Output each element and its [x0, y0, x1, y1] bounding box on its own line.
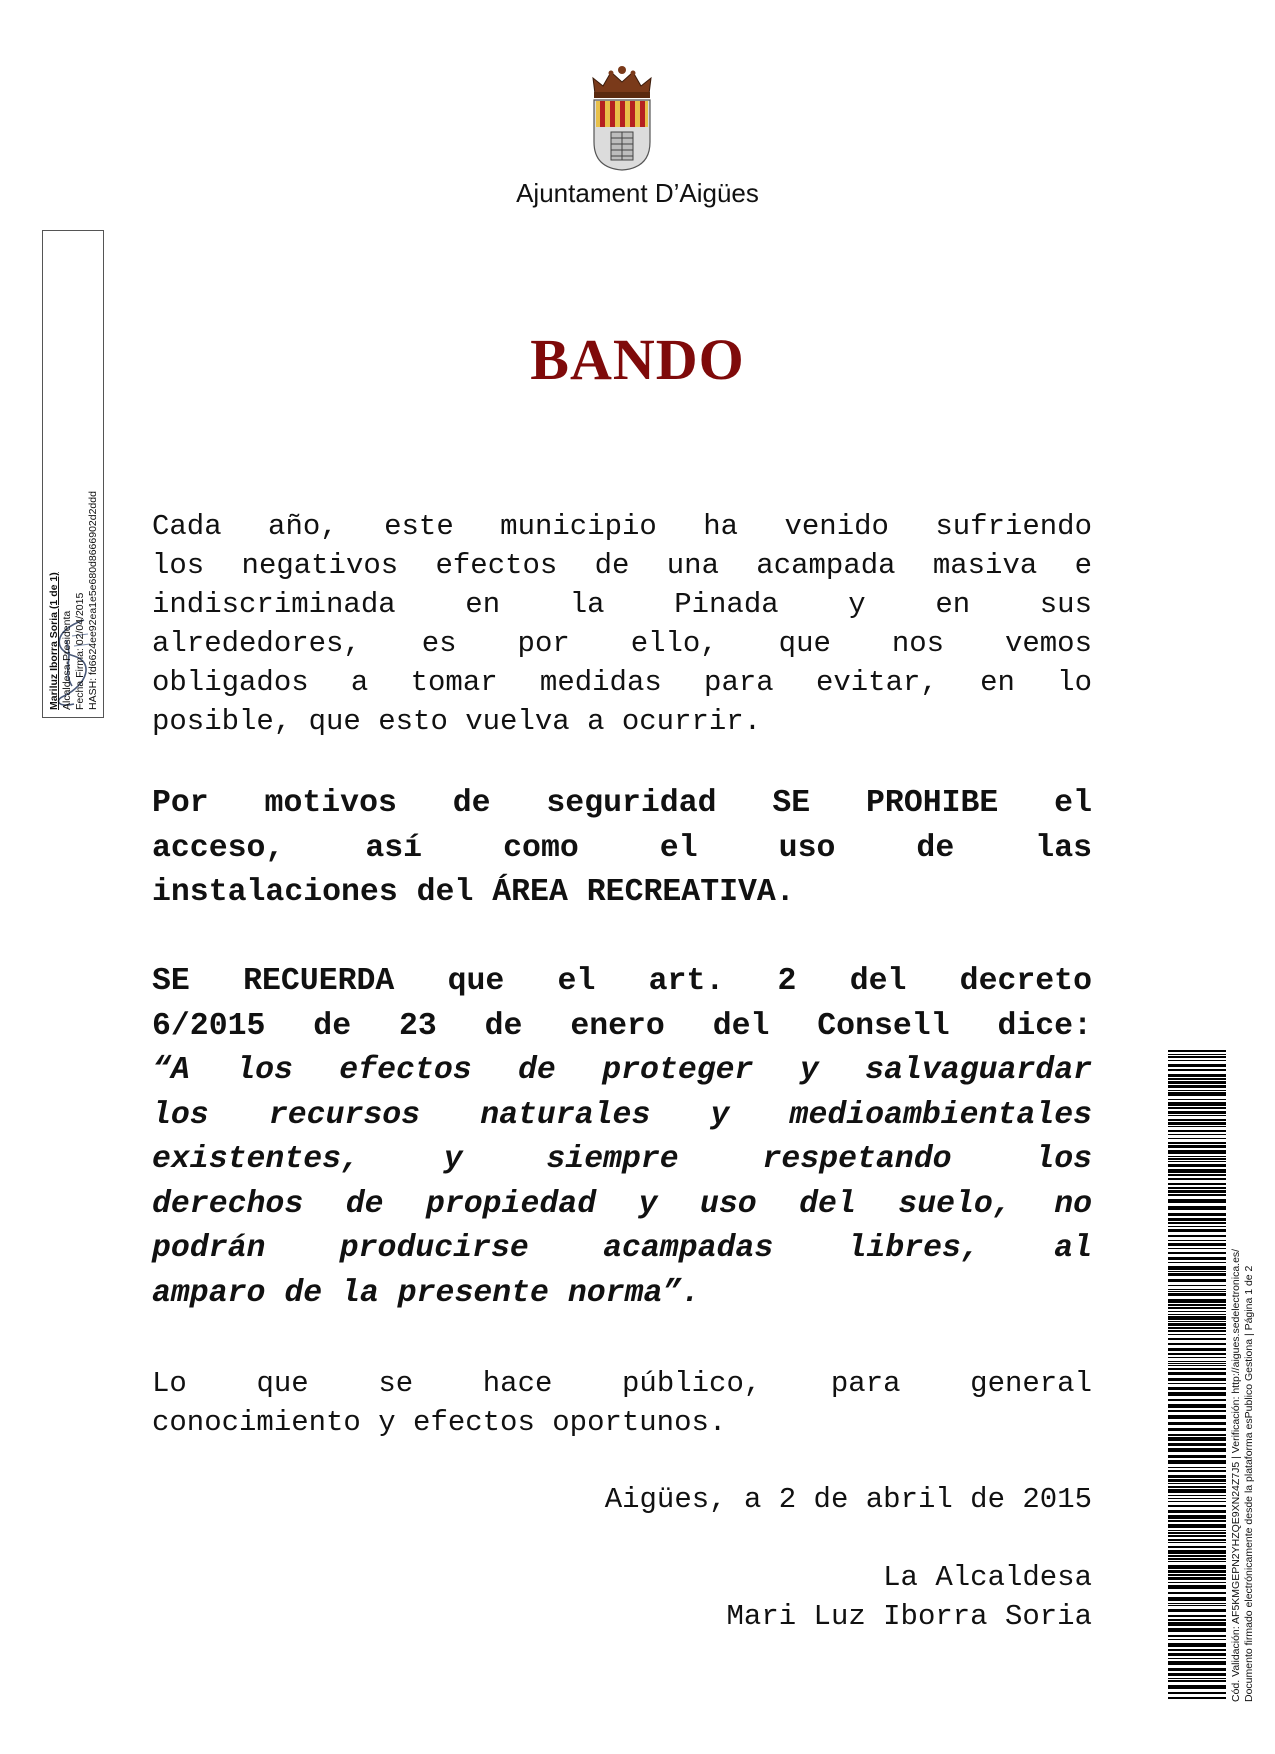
text-line: 6/2015 de 23 de enero del Consell dice: — [152, 1008, 1092, 1044]
barcode-bar — [1168, 1495, 1226, 1496]
barcode-bar — [1168, 1348, 1226, 1351]
barcode-bar — [1168, 1597, 1226, 1601]
barcode-bar — [1168, 1330, 1226, 1332]
barcode-bar — [1168, 1643, 1226, 1647]
barcode-bar — [1168, 1685, 1226, 1689]
barcode-bar — [1168, 1266, 1226, 1270]
barcode-bar — [1168, 1387, 1226, 1390]
quote-line: “A los efectos de proteger y salvaguardar — [152, 1053, 1092, 1088]
barcode-bar — [1168, 1090, 1226, 1091]
barcode-bar — [1168, 1479, 1226, 1482]
barcode-bar — [1168, 1558, 1226, 1560]
barcode-bar — [1168, 1304, 1226, 1306]
barcode-bar — [1168, 1145, 1226, 1148]
text-line: los negativos efectos de una acampada masiva e — [152, 549, 1092, 582]
verification-line: Documento firmado electrónicamente desde la plataforma esPublico Gestiona | Página 1 de 2 — [1243, 1265, 1255, 1702]
barcode-bar — [1168, 1530, 1226, 1531]
barcode-bar — [1168, 1164, 1226, 1167]
barcode-bar — [1168, 1365, 1226, 1366]
text-line: Lo que se hace público, para general — [152, 1367, 1092, 1400]
barcode-bar — [1168, 1138, 1226, 1139]
barcode-bar — [1168, 1368, 1226, 1370]
text-line: SE RECUERDA que el art. 2 del decreto — [152, 964, 1092, 999]
barcode-bar — [1168, 1539, 1226, 1541]
barcode-bar — [1168, 1415, 1226, 1419]
barcode-bar — [1168, 1550, 1226, 1554]
barcode-bar — [1168, 1555, 1226, 1557]
barcode-bar — [1168, 1585, 1226, 1589]
barcode-bar — [1168, 1443, 1226, 1446]
barcode-bar — [1168, 1334, 1226, 1335]
barcode-bar — [1168, 1546, 1226, 1548]
text-line: Por motivos de seguridad SE PROHIBE el — [152, 786, 1092, 821]
barcode-bar — [1168, 1520, 1226, 1522]
barcode-bar — [1168, 1635, 1226, 1637]
barcode-bar — [1168, 1622, 1226, 1626]
barcode-bar — [1168, 1235, 1226, 1237]
barcode-bar — [1168, 1119, 1226, 1121]
barcode-bar — [1168, 1455, 1226, 1458]
barcode-bar — [1168, 1150, 1226, 1154]
barcode-bar — [1168, 1323, 1226, 1326]
barcode-bar — [1168, 1542, 1226, 1543]
barcode-bar — [1168, 1262, 1226, 1263]
signature-stamp-text — [48, 491, 100, 710]
barcode-bar — [1168, 1271, 1226, 1272]
barcode-bar — [1168, 1226, 1226, 1227]
barcode-bar — [1168, 1289, 1226, 1290]
barcode-bar — [1168, 1183, 1226, 1185]
signatory-role: La Alcaldesa — [883, 1561, 1092, 1594]
barcode-bar — [1168, 1085, 1226, 1088]
barcode-bar — [1168, 1592, 1226, 1594]
barcode-bar — [1168, 1505, 1226, 1507]
stamp-role: Alcaldesa-Presidenta — [61, 610, 73, 710]
barcode-bar — [1168, 1122, 1226, 1125]
barcode-bar — [1168, 1307, 1226, 1309]
barcode-bar — [1168, 1603, 1226, 1604]
barcode-bar — [1168, 1609, 1226, 1612]
barcode-bar — [1168, 1577, 1226, 1580]
barcode-bar — [1168, 1678, 1226, 1679]
barcode-bar — [1168, 1467, 1226, 1468]
barcode-bar — [1168, 1532, 1226, 1534]
barcode-bar — [1168, 1658, 1226, 1659]
barcode-bar — [1168, 1378, 1226, 1381]
barcode-bar — [1168, 1524, 1226, 1528]
text-line: conocimiento y efectos oportunos. — [152, 1406, 727, 1439]
barcode-bar — [1168, 1279, 1226, 1282]
barcode-bar — [1168, 1222, 1226, 1224]
barcode-bar — [1168, 1311, 1226, 1312]
stamp-signer: Mariluz Iborra Soria (1 de 1) — [48, 572, 60, 710]
barcode-bar — [1168, 1126, 1226, 1127]
barcode-bar — [1168, 1448, 1226, 1452]
barcode-bar — [1168, 1489, 1226, 1493]
barcode-bar — [1168, 1649, 1226, 1651]
barcode-bar — [1168, 1673, 1226, 1676]
text-line: instalaciones del ÁREA RECREATIVA. — [152, 875, 795, 910]
barcode-bar — [1168, 1316, 1226, 1320]
barcode-bar — [1168, 1501, 1226, 1502]
barcode-bar — [1168, 1134, 1226, 1135]
barcode-bar — [1168, 1194, 1226, 1196]
quote-line: podrán producirse acampadas libres, al — [152, 1231, 1092, 1266]
barcode-bar — [1168, 1668, 1226, 1671]
barcode-bar — [1168, 1392, 1226, 1396]
barcode-bar — [1168, 1363, 1226, 1364]
barcode-bar — [1168, 1074, 1226, 1077]
barcode-bar — [1168, 1102, 1226, 1106]
barcode-bar — [1168, 1069, 1226, 1071]
barcode-bar — [1168, 1291, 1226, 1292]
barcode-bar — [1168, 1535, 1226, 1537]
barcode-bar — [1168, 1428, 1226, 1431]
organization-name: Ajuntament D’Aigües — [516, 178, 759, 208]
barcode-bar — [1168, 1156, 1226, 1157]
barcode-bar — [1168, 1107, 1226, 1109]
barcode-bar — [1168, 1064, 1226, 1067]
verification-line: Cód. Validación: AF5KMGEPN2YHZQE9XN24Z7J5 | Verificación: http://aigues.sedelectronica.es/ — [1230, 1248, 1242, 1702]
barcode-bar — [1168, 1343, 1226, 1345]
signatory-name: Mari Luz Iborra Soria — [726, 1600, 1092, 1633]
page-title: BANDO — [530, 327, 745, 392]
barcode-bar — [1168, 1475, 1226, 1478]
barcode-bar — [1168, 1353, 1226, 1355]
barcode-bar — [1168, 1434, 1226, 1436]
verification-text — [1230, 1249, 1256, 1702]
quote-line: los recursos naturales y medioambientales — [152, 1097, 1092, 1133]
barcode-bar — [1168, 1130, 1226, 1132]
barcode-bar — [1168, 1565, 1226, 1569]
barcode-bar — [1168, 1240, 1226, 1241]
barcode-bar — [1168, 1187, 1226, 1189]
barcode-bar — [1168, 1111, 1226, 1114]
barcode-bar — [1168, 1404, 1226, 1408]
barcode-bar — [1168, 1078, 1226, 1080]
barcode-bar — [1168, 1574, 1226, 1576]
barcode-bar — [1168, 1218, 1226, 1221]
barcode-bar — [1168, 1582, 1226, 1583]
barcode-bar — [1168, 1178, 1226, 1180]
barcode-bar — [1168, 1605, 1226, 1606]
barcode-bar — [1168, 1252, 1226, 1254]
barcode-bar — [1168, 1483, 1226, 1484]
barcode-bar — [1168, 1081, 1226, 1084]
barcode-bar — [1168, 1570, 1226, 1573]
barcode-bar — [1168, 1460, 1226, 1464]
text-line: Cada año, este municipio ha venido sufriendo — [152, 510, 1092, 543]
barcode-bar — [1168, 1158, 1226, 1160]
barcode-bar — [1168, 1628, 1226, 1632]
text-line: indiscriminada en la Pinada y en sus — [152, 588, 1092, 621]
quote-line: existentes, y siempre respetando los — [152, 1142, 1092, 1177]
barcode-bar — [1168, 1510, 1226, 1513]
barcode-bar — [1168, 1243, 1226, 1246]
barcode-bar — [1168, 1639, 1226, 1640]
barcode-bar — [1168, 1054, 1226, 1055]
barcode-bar — [1168, 1615, 1226, 1617]
barcode-bar — [1168, 1190, 1226, 1193]
barcode-bar — [1168, 1248, 1226, 1249]
barcode-image — [1168, 1050, 1226, 1700]
barcode-bar — [1168, 1056, 1226, 1058]
text-line: acceso, así como el uso de las — [152, 830, 1092, 866]
paragraph-decree — [152, 960, 1092, 1316]
barcode-bar — [1168, 1092, 1226, 1096]
text-line: alrededores, es por ello, que nos vemos — [152, 627, 1092, 660]
barcode-bar — [1168, 1229, 1226, 1232]
barcode-bar — [1168, 1515, 1226, 1519]
paragraph-closing — [152, 1364, 1092, 1442]
barcode-bar — [1168, 1410, 1226, 1412]
quote-line: amparo de la presente norma”. — [152, 1275, 701, 1311]
text-line: posible, que esto vuelva a ocurrir. — [152, 705, 762, 738]
text-line: obligados a tomar medidas para evitar, en lo — [152, 666, 1092, 699]
paragraph-intro — [152, 507, 1092, 741]
barcode-bar — [1168, 1206, 1226, 1210]
stamp-date: Fecha Firma: 02/04/2015 — [74, 592, 86, 710]
barcode-bar — [1168, 1422, 1226, 1425]
barcode-bar — [1168, 1437, 1226, 1441]
barcode-bar — [1168, 1161, 1226, 1162]
barcode-bar — [1168, 1692, 1226, 1694]
barcode-bar — [1168, 1169, 1226, 1173]
barcode-bar — [1168, 1257, 1226, 1260]
barcode-bar — [1168, 1619, 1226, 1621]
barcode-bar — [1168, 1285, 1226, 1286]
barcode-bar — [1168, 1099, 1226, 1100]
barcode-bar — [1168, 1661, 1226, 1665]
barcode-bar — [1168, 1142, 1226, 1144]
barcode-bar — [1168, 1383, 1226, 1384]
coat-of-arms-logo — [587, 64, 657, 172]
barcode-bar — [1168, 1115, 1226, 1116]
barcode-bar — [1168, 1293, 1226, 1296]
barcode-bar — [1168, 1486, 1226, 1488]
barcode-bar — [1168, 1399, 1226, 1401]
barcode-bar — [1168, 1199, 1226, 1203]
barcode-bar — [1168, 1561, 1226, 1562]
barcode-bar — [1168, 1174, 1226, 1176]
date-line: Aigües, a 2 de abril de 2015 — [604, 1483, 1092, 1516]
barcode-bar — [1168, 1697, 1226, 1699]
barcode-bar — [1168, 1470, 1226, 1472]
quote-line: derechos de propiedad y uso del suelo, no — [152, 1186, 1092, 1222]
barcode-bar — [1168, 1357, 1226, 1358]
barcode-bar — [1168, 1498, 1226, 1499]
barcode-bar — [1168, 1050, 1226, 1052]
barcode-bar — [1168, 1060, 1226, 1061]
barcode-bar — [1168, 1361, 1226, 1362]
stamp-hash: HASH: fd6624ee92ea1e5e680d8666902d2ddd — [87, 491, 99, 710]
barcode-bar — [1168, 1338, 1226, 1340]
barcode-bar — [1168, 1213, 1226, 1216]
paragraph-prohibition — [152, 782, 1092, 916]
barcode-bar — [1168, 1299, 1226, 1303]
barcode-bar — [1168, 1327, 1226, 1329]
barcode-bar — [1168, 1653, 1226, 1656]
barcode-bar — [1168, 1314, 1226, 1315]
barcode-bar — [1168, 1372, 1226, 1375]
barcode-bar — [1168, 1321, 1226, 1322]
barcode-bar — [1168, 1273, 1226, 1276]
barcode-bar — [1168, 1680, 1226, 1682]
